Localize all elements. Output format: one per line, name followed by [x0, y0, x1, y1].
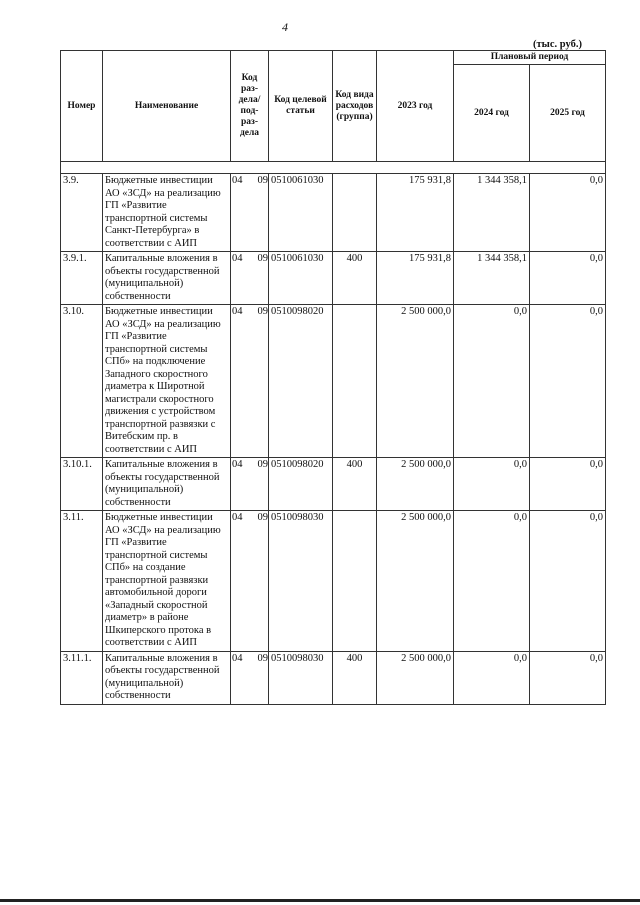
row-2024: 0,0 — [454, 651, 530, 704]
row-number: 3.10. — [61, 305, 103, 458]
row-2023: 2 500 000,0 — [377, 651, 454, 704]
row-target: 0510061030 — [269, 174, 333, 252]
row-target: 0510098020 — [269, 458, 333, 511]
row-section: 04 — [232, 652, 243, 664]
row-name: Бюджетные инвестиции АО «ЗСД» на реализацию ГП «Развитие транспортной системы СПб» на создание транспортной развязки автомобильной дороги «Западный скоростной диаметр» в районе Шкиперского протока в соответствии с АИП — [103, 511, 231, 652]
row-2024: 1 344 358,1 — [454, 174, 530, 252]
row-expense: 400 — [333, 252, 377, 305]
header-number: Номер — [61, 51, 103, 162]
row-2025: 0,0 — [530, 651, 606, 704]
row-2025: 0,0 — [530, 511, 606, 652]
row-subsection: 09 — [257, 306, 268, 317]
row-expense — [333, 511, 377, 652]
header-expense: Код вида расходов (группа) — [333, 51, 377, 162]
page-number: 4 — [282, 20, 288, 34]
row-subsection: 09 — [257, 652, 268, 664]
table-row — [61, 305, 606, 458]
row-2025: 0,0 — [530, 458, 606, 511]
row-2025: 0,0 — [530, 174, 606, 252]
row-name: Капитальные вложения в объекты государственной (муниципальной) собственности — [103, 458, 231, 511]
row-target: 0510098020 — [269, 305, 333, 458]
row-2023: 175 931,8 — [377, 174, 454, 252]
row-section-cell — [231, 305, 269, 458]
row-number: 3.11.1. — [61, 651, 103, 704]
row-2023: 2 500 000,0 — [377, 305, 454, 458]
row-section-cell — [231, 511, 269, 652]
row-name: Капитальные вложения в объекты государственной (муниципальной) собственности — [103, 252, 231, 305]
row-target: 0510098030 — [269, 511, 333, 652]
row-number: 3.9.1. — [61, 252, 103, 305]
row-expense: 400 — [333, 458, 377, 511]
table-row — [61, 651, 606, 704]
row-section-cell — [231, 651, 269, 704]
row-2023: 175 931,8 — [377, 252, 454, 305]
row-section: 04 — [232, 306, 243, 317]
row-section: 04 — [232, 253, 243, 264]
row-expense — [333, 174, 377, 252]
page-bottom-border — [0, 899, 640, 902]
row-2024: 0,0 — [454, 305, 530, 458]
units-label: (тыс. руб.) — [533, 39, 582, 50]
row-section: 04 — [232, 512, 243, 523]
table-row — [61, 252, 606, 305]
row-subsection: 09 — [257, 512, 268, 523]
row-2024: 0,0 — [454, 458, 530, 511]
row-2023: 2 500 000,0 — [377, 458, 454, 511]
row-target: 0510098030 — [269, 651, 333, 704]
header-name: Наименование — [103, 51, 231, 162]
row-name: Капитальные вложения в объекты государственной (муниципальной) собственности — [103, 651, 231, 704]
table-row — [61, 174, 606, 252]
header-2025: 2025 год — [530, 65, 606, 162]
row-subsection: 09 — [257, 175, 268, 186]
row-subsection: 09 — [257, 253, 268, 264]
row-section-cell — [231, 458, 269, 511]
row-section: 04 — [232, 175, 243, 186]
table-row — [61, 458, 606, 511]
header-2024: 2024 год — [454, 65, 530, 162]
row-section-cell — [231, 252, 269, 305]
row-2025: 0,0 — [530, 252, 606, 305]
row-number: 3.10.1. — [61, 458, 103, 511]
header-planned: Плановый период — [454, 51, 606, 65]
header-2023: 2023 год — [377, 51, 454, 162]
row-subsection: 09 — [257, 459, 268, 470]
row-name: Бюджетные инвестиции АО «ЗСД» на реализацию ГП «Развитие транспортной системы Санкт-Петербурга» в соответствии с АИП — [103, 174, 231, 252]
row-section-cell — [231, 174, 269, 252]
row-section: 04 — [232, 459, 243, 470]
row-expense: 400 — [333, 651, 377, 704]
row-name: Бюджетные инвестиции АО «ЗСД» на реализацию ГП «Развитие транспортной системы СПб» на подключение Западного скоростного диаметра к Широтной магистрали скоростного движения с устройством транспортной развязки с Витебским пр. в соответствии с АИП — [103, 305, 231, 458]
row-2024: 0,0 — [454, 511, 530, 652]
row-target: 0510061030 — [269, 252, 333, 305]
row-number: 3.11. — [61, 511, 103, 652]
row-expense — [333, 305, 377, 458]
table-row — [61, 511, 606, 652]
spacer-row — [61, 162, 606, 174]
header-section: Код раз-дела/ под-раз-дела — [231, 51, 269, 162]
row-2025: 0,0 — [530, 305, 606, 458]
header-target: Код целевой статьи — [269, 51, 333, 162]
row-number: 3.9. — [61, 174, 103, 252]
row-2023: 2 500 000,0 — [377, 511, 454, 652]
row-2024: 1 344 358,1 — [454, 252, 530, 305]
budget-table — [60, 50, 606, 705]
